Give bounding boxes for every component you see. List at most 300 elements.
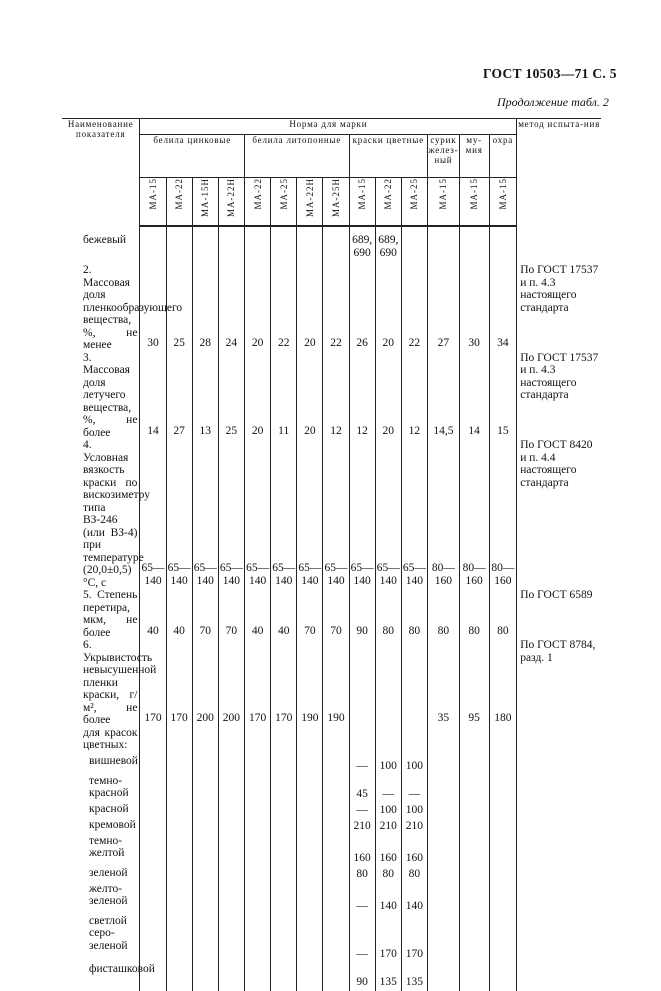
- method-cell: [517, 775, 601, 803]
- value-cell: 65—140: [323, 439, 349, 589]
- value-cell: [192, 234, 218, 264]
- value-cell: 80—160: [427, 439, 459, 589]
- value-cell: 70: [218, 589, 244, 639]
- row-name: 2. Массовая доля пленкообразующего вещества, %, не менее: [83, 264, 183, 351]
- value-cell: [297, 835, 323, 867]
- value-cell: 15: [489, 352, 517, 440]
- value-cell: [489, 755, 517, 775]
- method-cell: [517, 883, 601, 915]
- value-cell: [271, 963, 297, 991]
- row-name: темно-желтой: [89, 834, 125, 859]
- value-cell: 40: [271, 589, 297, 639]
- column-header-norm: Норма для марки: [140, 119, 517, 135]
- value-cell: [297, 867, 323, 883]
- table-row: [62, 835, 601, 867]
- value-cell: 200: [192, 639, 218, 727]
- value-cell: 65—140: [140, 439, 166, 589]
- method-cell: По ГОСТ 8420 и п. 4.4 настоящего стандарта: [517, 439, 601, 589]
- value-cell: [166, 755, 192, 775]
- value-cell: [489, 915, 517, 963]
- value-cell: [271, 835, 297, 867]
- mark-code: МА-15: [469, 178, 480, 210]
- row-name: 4. Условная вязкость краски по вискозиметру типа ВЗ-246 (или ВЗ-4) при температуре (20,0±0,5) °С, с: [83, 439, 151, 589]
- value-cell: [489, 234, 517, 264]
- value-cell: [166, 727, 192, 755]
- value-cell: 160: [375, 835, 401, 867]
- value-cell: [427, 803, 459, 819]
- table-row: [62, 352, 601, 440]
- mark-header: [375, 178, 401, 227]
- value-cell: [166, 883, 192, 915]
- mark-code: МА-25: [409, 178, 420, 210]
- value-cell: 30: [459, 264, 489, 352]
- table-row: [62, 883, 601, 915]
- value-cell: 20: [375, 264, 401, 352]
- value-cell: [140, 915, 166, 963]
- table-continuation-label: Продолжение табл. 2: [497, 95, 609, 109]
- method-cell: [517, 234, 601, 264]
- value-cell: 34: [489, 264, 517, 352]
- value-cell: 65—140: [245, 439, 271, 589]
- value-cell: [459, 775, 489, 803]
- value-cell: [245, 963, 271, 991]
- value-cell: 30: [140, 264, 166, 352]
- value-cell: [140, 819, 166, 835]
- mark-header: [489, 178, 517, 227]
- value-cell: 170: [271, 639, 297, 727]
- value-cell: [245, 915, 271, 963]
- method-cell: По ГОСТ 17537 и п. 4.3 настоящего стандарта: [517, 352, 601, 440]
- value-cell: 65—140: [218, 439, 244, 589]
- mark-code: МА-15Н: [200, 178, 211, 217]
- value-cell: 13: [192, 352, 218, 440]
- value-cell: [427, 915, 459, 963]
- value-cell: 12: [323, 352, 349, 440]
- value-cell: [297, 755, 323, 775]
- value-cell: [297, 234, 323, 264]
- value-cell: [140, 835, 166, 867]
- value-cell: [297, 727, 323, 755]
- value-cell: [271, 819, 297, 835]
- mark-code: МА-22Н: [226, 178, 237, 217]
- value-cell: [323, 835, 349, 867]
- value-cell: [192, 915, 218, 963]
- group-header-colored-paints: краски цветные: [349, 135, 427, 178]
- value-cell: [459, 755, 489, 775]
- value-cell: [192, 835, 218, 867]
- method-cell: [517, 867, 601, 883]
- value-cell: [271, 803, 297, 819]
- table-row: [62, 234, 601, 264]
- row-name: вишневой: [89, 754, 138, 767]
- value-cell: 80: [349, 867, 375, 883]
- row-name: кремовой: [89, 818, 136, 831]
- value-cell: [218, 835, 244, 867]
- table-row: [62, 639, 601, 727]
- value-cell: [459, 963, 489, 991]
- value-cell: 190: [323, 639, 349, 727]
- value-cell: [323, 915, 349, 963]
- value-cell: [323, 963, 349, 991]
- table-row: [62, 963, 601, 991]
- value-cell: [192, 803, 218, 819]
- value-cell: [323, 234, 349, 264]
- value-cell: 80: [401, 589, 427, 639]
- value-cell: [218, 867, 244, 883]
- value-cell: 45: [349, 775, 375, 803]
- table-row: [62, 915, 601, 963]
- value-cell: 20: [297, 264, 323, 352]
- value-cell: [427, 963, 459, 991]
- value-cell: 11: [271, 352, 297, 440]
- value-cell: [459, 727, 489, 755]
- value-cell: [489, 819, 517, 835]
- value-cell: [375, 639, 401, 727]
- value-cell: [271, 755, 297, 775]
- value-cell: 27: [166, 352, 192, 440]
- value-cell: 200: [218, 639, 244, 727]
- value-cell: [192, 883, 218, 915]
- column-header-name: Наименование показателя: [62, 119, 140, 227]
- value-cell: 35: [427, 639, 459, 727]
- value-cell: —: [349, 755, 375, 775]
- value-cell: [297, 883, 323, 915]
- method-cell: [517, 803, 601, 819]
- row-name: желто-зеленой: [89, 882, 128, 907]
- value-cell: 22: [271, 264, 297, 352]
- value-cell: 170: [245, 639, 271, 727]
- mark-code: МА-15: [357, 178, 368, 210]
- value-cell: [323, 883, 349, 915]
- value-cell: 80: [375, 589, 401, 639]
- value-cell: 14: [459, 352, 489, 440]
- method-cell: [517, 963, 601, 991]
- value-cell: 80: [459, 589, 489, 639]
- mark-header: [427, 178, 459, 227]
- group-header-iron-minium: сурик желез-ный: [427, 135, 459, 178]
- value-cell: [218, 819, 244, 835]
- value-cell: 27: [427, 264, 459, 352]
- value-cell: 12: [401, 352, 427, 440]
- value-cell: [489, 867, 517, 883]
- value-cell: [192, 755, 218, 775]
- value-cell: 95: [459, 639, 489, 727]
- value-cell: [297, 819, 323, 835]
- value-cell: [489, 835, 517, 867]
- value-cell: [271, 775, 297, 803]
- value-cell: [297, 803, 323, 819]
- value-cell: [459, 803, 489, 819]
- value-cell: 160: [401, 835, 427, 867]
- value-cell: 70: [323, 589, 349, 639]
- value-cell: 80—160: [459, 439, 489, 589]
- mark-header: [218, 178, 244, 227]
- value-cell: [323, 727, 349, 755]
- value-cell: [218, 915, 244, 963]
- value-cell: [245, 727, 271, 755]
- value-cell: —: [349, 803, 375, 819]
- mark-code: МА-22Н: [304, 178, 315, 217]
- value-cell: [375, 727, 401, 755]
- table-spacer: [62, 226, 601, 234]
- value-cell: [427, 835, 459, 867]
- value-cell: —: [401, 775, 427, 803]
- value-cell: [140, 803, 166, 819]
- value-cell: [166, 819, 192, 835]
- value-cell: 80: [375, 867, 401, 883]
- value-cell: [323, 867, 349, 883]
- mark-code: МА-15: [148, 178, 158, 210]
- mark-code: МА-22: [174, 178, 185, 210]
- row-name: красной: [89, 802, 129, 815]
- value-cell: [245, 234, 271, 264]
- value-cell: [218, 883, 244, 915]
- value-cell: 20: [245, 264, 271, 352]
- value-cell: [271, 867, 297, 883]
- value-cell: 40: [245, 589, 271, 639]
- group-header-lithopone-white: белила литопонные: [245, 135, 350, 178]
- value-cell: [401, 234, 427, 264]
- value-cell: [297, 915, 323, 963]
- mark-header: [297, 178, 323, 227]
- value-cell: [245, 867, 271, 883]
- value-cell: 25: [218, 352, 244, 440]
- value-cell: —: [349, 915, 375, 963]
- value-cell: [245, 819, 271, 835]
- value-cell: 28: [192, 264, 218, 352]
- value-cell: 40: [166, 589, 192, 639]
- value-cell: [245, 775, 271, 803]
- value-cell: 65—140: [375, 439, 401, 589]
- value-cell: 80: [427, 589, 459, 639]
- value-cell: [459, 819, 489, 835]
- value-cell: 12: [349, 352, 375, 440]
- value-cell: 26: [349, 264, 375, 352]
- table-row: [62, 439, 601, 589]
- value-cell: [489, 883, 517, 915]
- value-cell: [218, 963, 244, 991]
- value-cell: [192, 775, 218, 803]
- mark-header: [192, 178, 218, 227]
- table-row: [62, 803, 601, 819]
- value-cell: [297, 963, 323, 991]
- value-cell: [427, 755, 459, 775]
- value-cell: 190: [297, 639, 323, 727]
- value-cell: [427, 819, 459, 835]
- value-cell: —: [349, 883, 375, 915]
- value-cell: 135: [401, 963, 427, 991]
- value-cell: [140, 883, 166, 915]
- value-cell: [245, 835, 271, 867]
- value-cell: 170: [166, 639, 192, 727]
- value-cell: [192, 819, 218, 835]
- value-cell: [459, 234, 489, 264]
- table-row: [62, 755, 601, 775]
- table-row: [62, 589, 601, 639]
- value-cell: [349, 727, 375, 755]
- value-cell: 689, 690: [349, 234, 375, 264]
- table-row: [62, 264, 601, 352]
- value-cell: 24: [218, 264, 244, 352]
- value-cell: [271, 234, 297, 264]
- value-cell: [166, 835, 192, 867]
- mark-code: МА-22: [252, 178, 263, 210]
- value-cell: 20: [297, 352, 323, 440]
- value-cell: [459, 867, 489, 883]
- value-cell: [218, 234, 244, 264]
- table-row: [62, 867, 601, 883]
- row-name: 3. Массовая доля летучего вещества, %, не более: [83, 351, 138, 439]
- value-cell: [489, 775, 517, 803]
- value-cell: 80: [401, 867, 427, 883]
- value-cell: 210: [375, 819, 401, 835]
- value-cell: [297, 775, 323, 803]
- value-cell: 22: [401, 264, 427, 352]
- value-cell: [245, 803, 271, 819]
- value-cell: 80—160: [489, 439, 517, 589]
- value-cell: 210: [401, 819, 427, 835]
- mark-header: [271, 178, 297, 227]
- value-cell: [245, 883, 271, 915]
- value-cell: [323, 755, 349, 775]
- value-cell: 135: [375, 963, 401, 991]
- mark-header: [459, 178, 489, 227]
- value-cell: 90: [349, 589, 375, 639]
- mark-code: МА-25Н: [330, 178, 341, 217]
- value-cell: 20: [375, 352, 401, 440]
- table-row: [62, 727, 601, 755]
- mark-header: [245, 178, 271, 227]
- mark-code: МА-15: [438, 178, 449, 210]
- value-cell: [166, 963, 192, 991]
- mark-header: [401, 178, 427, 227]
- row-name: зеленой: [89, 866, 128, 879]
- value-cell: 65—140: [271, 439, 297, 589]
- value-cell: [349, 639, 375, 727]
- mark-header: [166, 178, 192, 227]
- value-cell: [459, 915, 489, 963]
- method-cell: По ГОСТ 6589: [517, 589, 601, 639]
- mark-header: [323, 178, 349, 227]
- method-cell: [517, 819, 601, 835]
- value-cell: [489, 963, 517, 991]
- value-cell: [427, 775, 459, 803]
- column-header-method: метод испыта-ния: [517, 119, 601, 227]
- value-cell: 100: [401, 803, 427, 819]
- mark-code: МА-22: [383, 178, 394, 210]
- value-cell: [271, 915, 297, 963]
- mark-code: МА-15: [497, 178, 508, 210]
- page-header-title: ГОСТ 10503—71 С. 5: [483, 66, 617, 81]
- value-cell: [192, 963, 218, 991]
- value-cell: [271, 727, 297, 755]
- value-cell: [218, 775, 244, 803]
- value-cell: 100: [375, 803, 401, 819]
- value-cell: [140, 234, 166, 264]
- method-cell: [517, 727, 601, 755]
- value-cell: 20: [245, 352, 271, 440]
- row-name: 5. Степень перетира, мкм, не более: [83, 589, 138, 639]
- value-cell: 70: [192, 589, 218, 639]
- value-cell: [427, 867, 459, 883]
- value-cell: [140, 727, 166, 755]
- value-cell: [192, 727, 218, 755]
- value-cell: [166, 775, 192, 803]
- value-cell: [489, 803, 517, 819]
- value-cell: 65—140: [401, 439, 427, 589]
- value-cell: [166, 234, 192, 264]
- value-cell: [218, 727, 244, 755]
- value-cell: 170: [401, 915, 427, 963]
- value-cell: 70: [297, 589, 323, 639]
- method-cell: По ГОСТ 17537 и п. 4.3 настоящего стандарта: [517, 264, 601, 352]
- group-header-mummy: му-мия: [459, 135, 489, 178]
- value-cell: [401, 727, 427, 755]
- value-cell: 170: [140, 639, 166, 727]
- value-cell: 25: [166, 264, 192, 352]
- value-cell: 689, 690: [375, 234, 401, 264]
- method-cell: [517, 755, 601, 775]
- value-cell: —: [375, 775, 401, 803]
- value-cell: [140, 775, 166, 803]
- group-header-zinc-white: белила цинковые: [140, 135, 245, 178]
- value-cell: 90: [349, 963, 375, 991]
- value-cell: [271, 883, 297, 915]
- group-header-ochre: охра: [489, 135, 517, 178]
- value-cell: [459, 883, 489, 915]
- row-name: для красок цветных:: [83, 726, 138, 751]
- row-name: 6. Укрывистость невысушенной пленки краски, г/м², не более: [83, 639, 157, 726]
- value-cell: 14: [140, 352, 166, 440]
- value-cell: 100: [375, 755, 401, 775]
- value-cell: [427, 727, 459, 755]
- value-cell: [427, 234, 459, 264]
- value-cell: 170: [375, 915, 401, 963]
- value-cell: [166, 803, 192, 819]
- method-cell: [517, 915, 601, 963]
- row-name: темно-красной: [89, 774, 129, 799]
- value-cell: 14,5: [427, 352, 459, 440]
- value-cell: 65—140: [166, 439, 192, 589]
- mark-header: [349, 178, 375, 227]
- row-name: фисташковой: [89, 962, 155, 975]
- value-cell: [218, 755, 244, 775]
- value-cell: [140, 755, 166, 775]
- table-row: [62, 819, 601, 835]
- value-cell: 65—140: [192, 439, 218, 589]
- row-name: бежевый: [83, 234, 127, 246]
- mark-code: МА-25: [278, 178, 289, 210]
- value-cell: [323, 803, 349, 819]
- value-cell: 180: [489, 639, 517, 727]
- value-cell: 140: [401, 883, 427, 915]
- method-cell: По ГОСТ 8784, разд. 1: [517, 639, 601, 727]
- value-cell: 100: [401, 755, 427, 775]
- properties-table: [62, 118, 601, 991]
- value-cell: [427, 883, 459, 915]
- value-cell: [166, 915, 192, 963]
- mark-header: [140, 178, 166, 227]
- value-cell: [218, 803, 244, 819]
- value-cell: [166, 867, 192, 883]
- method-cell: [517, 835, 601, 867]
- value-cell: [323, 819, 349, 835]
- value-cell: 80: [489, 589, 517, 639]
- value-cell: 160: [349, 835, 375, 867]
- value-cell: 210: [349, 819, 375, 835]
- value-cell: 65—140: [297, 439, 323, 589]
- value-cell: [192, 867, 218, 883]
